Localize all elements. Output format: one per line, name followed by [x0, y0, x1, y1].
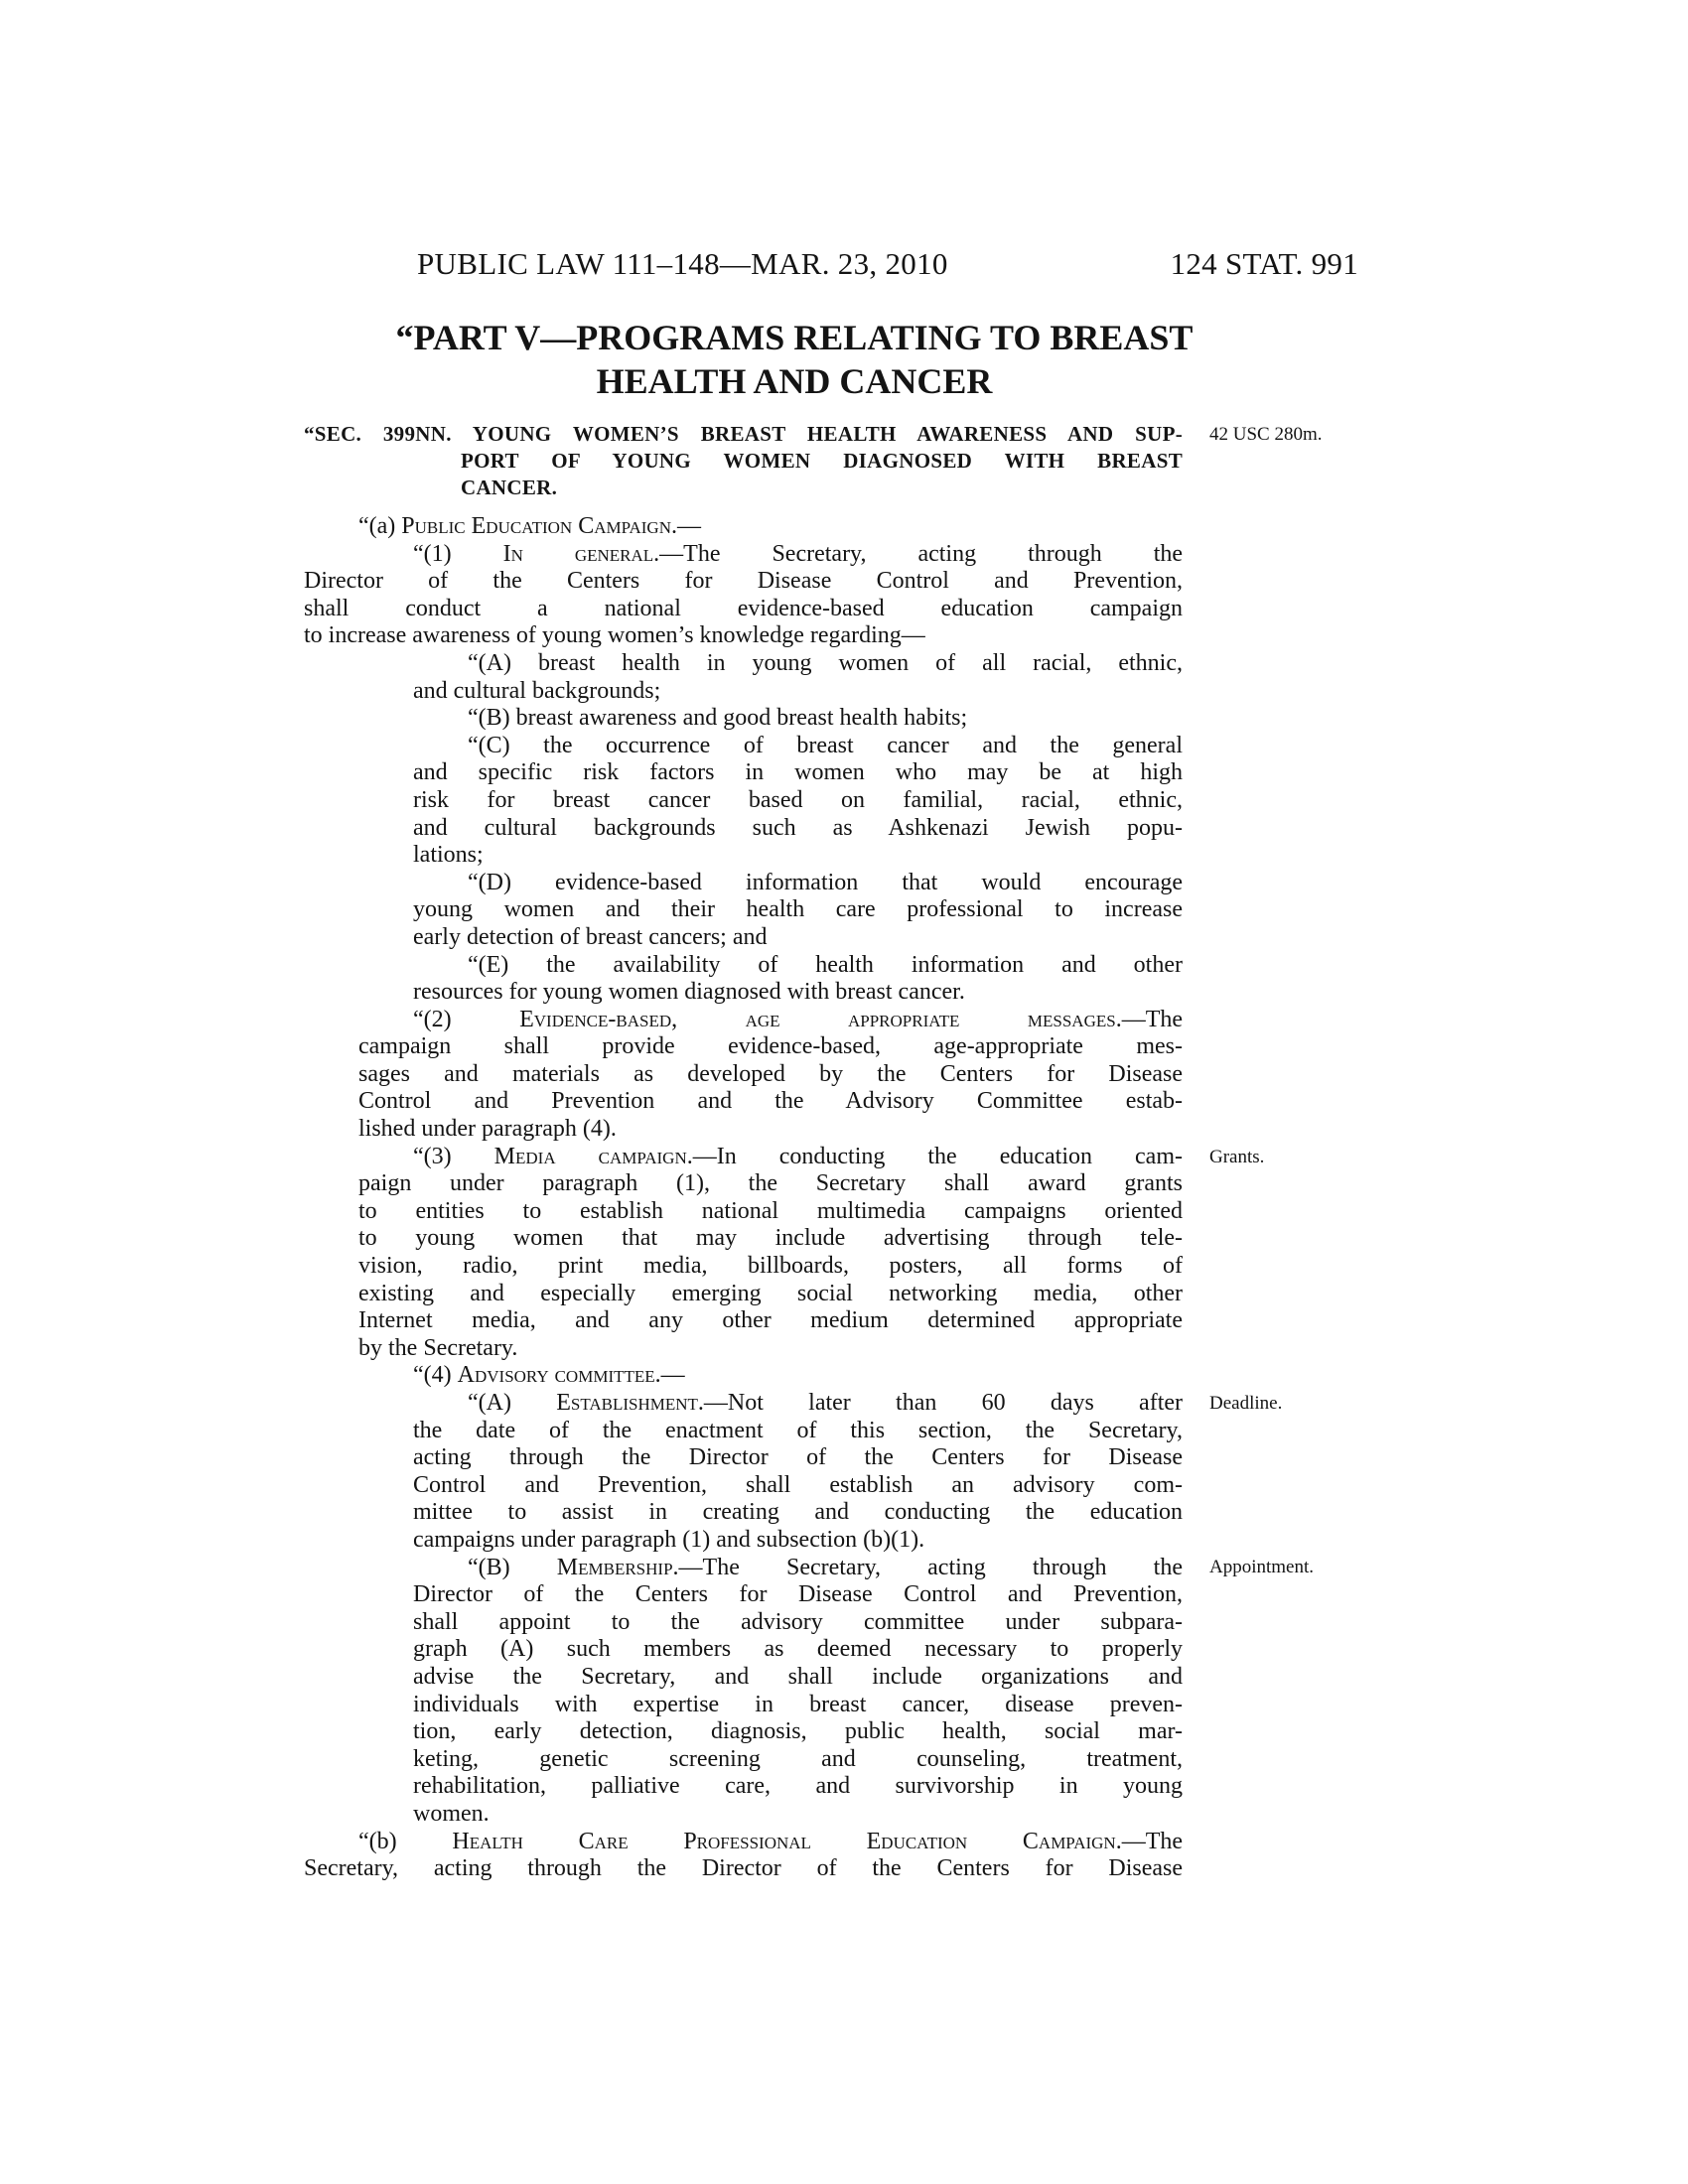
- clause-a-line: “(A) breast health in young women of all racial, ethnic,: [468, 649, 1183, 676]
- clause-d-line: young women and their health care professional to increase: [413, 896, 1183, 923]
- clause-e-line: “(E) the availability of health information and other: [468, 951, 1183, 978]
- section-heading-line: CANCER.: [461, 476, 558, 499]
- clause-4b-line: individuals with expertise in breast cancer, disease preven-: [413, 1691, 1183, 1717]
- clause-c-line: risk for breast cancer based on familial, racial, ethnic,: [413, 786, 1183, 813]
- paragraph-1-title: In general.: [502, 540, 660, 567]
- clause-4b-line: shall appoint to the advisory committee under subpara-: [413, 1608, 1183, 1635]
- paragraph-4-title: Advisory committee.: [457, 1362, 661, 1389]
- clause-4b-line: Director of the Centers for Disease Control and Prevention,: [413, 1581, 1183, 1608]
- paragraph-2-line: Control and Prevention and the Advisory Committee estab-: [358, 1088, 1183, 1115]
- clause-4a-line: Control and Prevention, shall establish an advisory com-: [413, 1471, 1183, 1498]
- margin-note-grants: Grants.: [1209, 1147, 1265, 1167]
- subsection-b-title: Health Care Professional Education Campaign.: [452, 1828, 1122, 1854]
- clause-4b-line: women.: [413, 1800, 490, 1827]
- clause-c-line: and specific risk factors in women who may be at high: [413, 759, 1183, 786]
- subsection-a-title: Public Education Campaign.: [401, 513, 677, 539]
- clause-4b-title: Membership.: [556, 1554, 679, 1580]
- subsection-b-line: “(b) Health Care Professional Education Campaign.—The: [358, 1828, 1184, 1854]
- clause-4b-line: tion, early detection, diagnosis, public health, social mar-: [413, 1718, 1183, 1745]
- paragraph-2-line: sages and materials as developed by the Centers for Disease: [358, 1060, 1183, 1087]
- section-heading-line: “SEC. 399NN. YOUNG WOMEN’S BREAST HEALTH AWARENESS AND SUP-: [304, 422, 1183, 446]
- paragraph-1-line: to increase awareness of young women’s knowledge regarding—: [304, 622, 925, 649]
- paragraph-2-line: campaign shall provide evidence-based, age-appropriate mes-: [358, 1033, 1183, 1060]
- clause-4b-line: rehabilitation, palliative care, and survivorship in young: [413, 1773, 1183, 1800]
- paragraph-3-line: to entities to establish national multimedia campaigns oriented: [358, 1197, 1183, 1224]
- section-heading-line: PORT OF YOUNG WOMEN DIAGNOSED WITH BREAST: [461, 449, 1183, 473]
- clause-a-line: and cultural backgrounds;: [413, 677, 661, 704]
- clause-d-line: early detection of breast cancers; and: [413, 923, 768, 950]
- paragraph-1-line: “(1) In general.—The Secretary, acting through the: [413, 540, 1184, 567]
- clause-b-line: “(B) breast awareness and good breast health habits;: [468, 705, 968, 732]
- clause-4a-line: the date of the enactment of this section, the Secretary,: [413, 1417, 1183, 1443]
- clause-4a-line: campaigns under paragraph (1) and subsection (b)(1).: [413, 1526, 925, 1553]
- clause-c-line: and cultural backgrounds such as Ashkenazi Jewish popu-: [413, 814, 1183, 841]
- margin-note-usc: 42 USC 280m.: [1209, 424, 1323, 445]
- paragraph-2-title: Evidence-based, age appropriate messages.: [519, 1006, 1122, 1032]
- part-title: [298, 316, 1291, 403]
- paragraph-3-title: Media campaign.: [493, 1143, 693, 1169]
- clause-e-line: resources for young women diagnosed with breast cancer.: [413, 979, 965, 1006]
- paragraph-3-line: to young women that may include advertising through tele-: [358, 1225, 1183, 1252]
- paragraph-3-line: paign under paragraph (1), the Secretary shall award grants: [358, 1170, 1183, 1197]
- clause-d-line: “(D) evidence-based information that would encourage: [468, 869, 1183, 895]
- clause-4b-line: advise the Secretary, and shall include organizations and: [413, 1663, 1183, 1690]
- part-title-line: HEALTH AND CANCER: [596, 361, 993, 401]
- paragraph-3-line: Internet media, and any other medium determined appropriate: [358, 1307, 1183, 1334]
- clause-4b-line: “(B) Membership.—The Secretary, acting through the: [468, 1554, 1184, 1580]
- clause-c-line: “(C) the occurrence of breast cancer and the general: [468, 732, 1183, 758]
- clause-4a-line: acting through the Director of the Centers for Disease: [413, 1444, 1183, 1471]
- section-heading: [304, 421, 1183, 501]
- clause-4a-line: mittee to assist in creating and conducting the education: [413, 1499, 1183, 1526]
- paragraph-2-line: lished under paragraph (4).: [358, 1116, 617, 1143]
- part-title-line: “PART V—PROGRAMS RELATING TO BREAST: [395, 318, 1194, 357]
- paragraph-3-line: vision, radio, print media, billboards, posters, all forms of: [358, 1253, 1183, 1280]
- subsection-a-heading: “(a) Public Education Campaign.—: [358, 513, 701, 539]
- clause-c-line: lations;: [413, 842, 484, 869]
- paragraph-2-line: “(2) Evidence-based, age appropriate messages.—The: [413, 1006, 1184, 1032]
- margin-note-appointment: Appointment.: [1209, 1557, 1315, 1577]
- paragraph-3-line: “(3) Media campaign.—In conducting the education cam-: [413, 1143, 1183, 1169]
- clause-4a-line: “(A) Establishment.—Not later than 60 days after: [468, 1390, 1184, 1416]
- paragraph-3-line: existing and especially emerging social networking media, other: [358, 1280, 1183, 1306]
- running-header-page: 124 STAT. 991: [1170, 246, 1358, 281]
- clause-4a-title: Establishment.: [556, 1390, 704, 1416]
- subsection-b-line: Secretary, acting through the Director of the Centers for Disease: [304, 1855, 1183, 1882]
- clause-4b-line: keting, genetic screening and counseling, treatment,: [413, 1745, 1183, 1772]
- clause-4b-line: graph (A) such members as deemed necessary to properly: [413, 1636, 1183, 1663]
- section-body: [304, 513, 1183, 1883]
- running-header-law: PUBLIC LAW 111–148—MAR. 23, 2010: [417, 246, 948, 281]
- paragraph-4-heading: “(4) Advisory committee.—: [413, 1362, 685, 1389]
- margin-note-deadline: Deadline.: [1209, 1393, 1283, 1414]
- paragraph-3-line: by the Secretary.: [358, 1334, 518, 1361]
- paragraph-1-line: shall conduct a national evidence-based education campaign: [304, 595, 1183, 621]
- paragraph-1-line: Director of the Centers for Disease Control and Prevention,: [304, 568, 1183, 595]
